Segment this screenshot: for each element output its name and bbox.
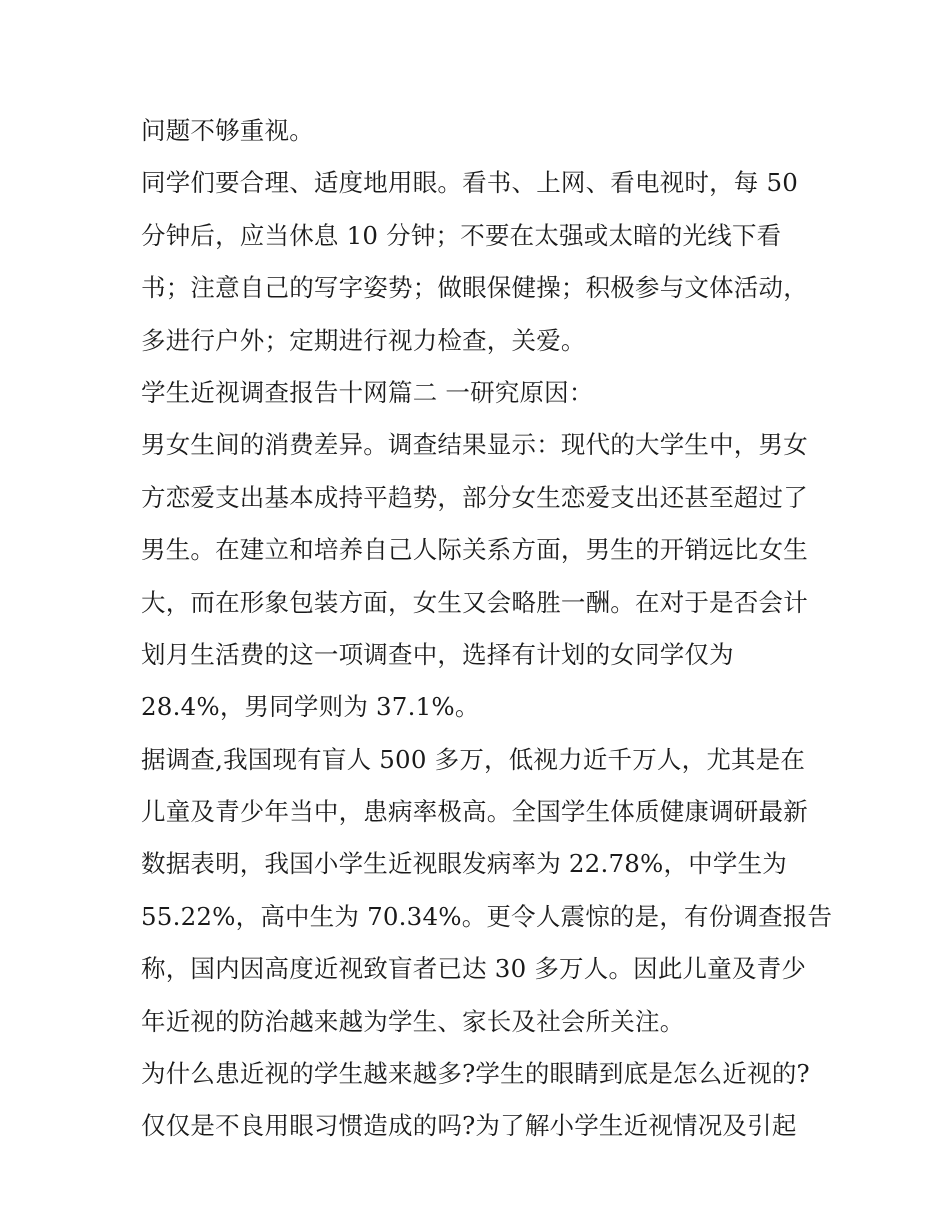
text-line: 年近视的防治越来越为学生、家长及社会所关注。 bbox=[141, 1006, 685, 1036]
section-heading-line: 学生近视调查报告十网篇二 一研究原因： bbox=[141, 377, 594, 407]
text-line: 据调查,我国现有盲人 500 多万，低视力近千万人，尤其是在 bbox=[141, 744, 806, 774]
text-line: 仅仅是不良用眼习惯造成的吗?为了解小学生近视情况及引起 bbox=[141, 1111, 797, 1141]
text-line: 称，国内因高度近视致盲者已达 30 多万人。因此儿童及青少 bbox=[141, 954, 807, 984]
text-line: 儿童及青少年当中，患病率极高。全国学生体质健康调研最新 bbox=[141, 797, 808, 827]
text-line: 大，而在形象包装方面，女生又会略胜一酬。在对于是否会计 bbox=[141, 587, 808, 617]
text-line: 多进行户外；定期进行视力检查，关爱。 bbox=[141, 325, 586, 355]
text-line: 28.4%，男同学则为 37.1%。 bbox=[141, 692, 480, 722]
text-line: 为什么患近视的学生越来越多?学生的眼睛到底是怎么近视的? bbox=[141, 1059, 810, 1089]
text-line: 男生。在建立和培养自己人际关系方面，男生的开销远比女生 bbox=[141, 535, 808, 565]
text-line: 问题不够重视。 bbox=[141, 116, 314, 145]
text-line: 55.22%，高中生为 70.34%。更令人震惊的是，有份调查报告 bbox=[141, 901, 833, 931]
document-body bbox=[141, 105, 833, 1153]
text-line: 分钟后，应当休息 10 分钟；不要在太强或太暗的光线下看 bbox=[141, 220, 782, 250]
text-line: 同学们要合理、适度地用眼。看书、上网、看电视时，每 50 bbox=[141, 168, 799, 198]
text-line: 方恋爱支出基本成持平趋势，部分女生恋爱支出还甚至超过了 bbox=[141, 482, 808, 512]
text-line: 划月生活费的这一项调查中，选择有计划的女同学仅为 bbox=[141, 639, 734, 669]
text-line: 男女生间的消费差异。调查结果显示：现代的大学生中，男女 bbox=[141, 430, 808, 460]
text-line: 书；注意自己的写字姿势；做眼保健操；积极参与文体活动， bbox=[141, 273, 808, 303]
text-line: 数据表明，我国小学生近视眼发病率为 22.78%，中学生为 bbox=[141, 849, 788, 879]
